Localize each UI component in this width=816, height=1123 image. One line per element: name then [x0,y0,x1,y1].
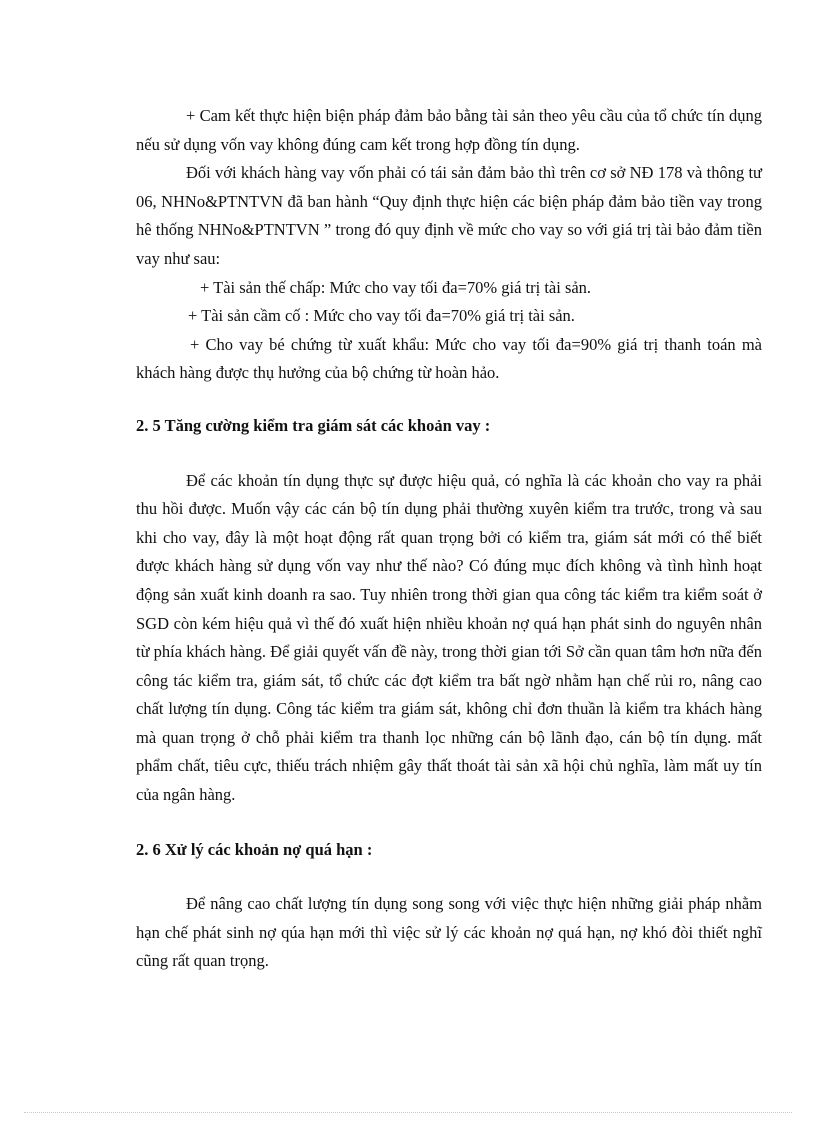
bullet-export-documents: + Cho vay bé chứng từ xuất khẩu: Mức cho vay tối đa=90% giá trị thanh toán mà khách hàng được thụ hưởng của bộ chứng từ hoàn hảo. [136,334,762,383]
document-body [136,102,762,976]
heading-2-5: 2. 5 Tăng cường kiểm tra giám sát các khoản vay : [136,415,491,435]
page-bottom-divider [24,1112,792,1113]
paragraph-commitment: + Cam kết thực hiện biện pháp đảm bảo bằng tài sản theo yêu cầu của tổ chức tín dụng nếu sử dụng vốn vay không đúng cam kết trong hợp đồng tín dụng. [136,106,762,154]
bullet-pledge: + Tài sản cầm cố : Mức cho vay tối đa=70% giá trị tài sản. [188,306,575,326]
paragraph-collateral-regulation: Đối với khách hàng vay vốn phải có tái sản đảm bảo thì trên cơ sở NĐ 178 và thông tư 06, NHNo&PTNTVN đã ban hành “Quy định thực hiện các biện pháp đảm bảo tiền vay trong hê thống NHNo&PTNTVN ” trong đó quy định về mức cho vay so với giá trị tài bảo đảm tiền vay như sau: [136,163,762,268]
paragraph-overdue-handling: Để nâng cao chất lượng tín dụng song song với việc thực hiện những giải pháp nhằm hạn chế phát sinh nợ qúa hạn mới thì việc sử lý các khoản nợ quá hạn, nợ khó đòi thiết nghĩ cũng rất quan trọng. [136,894,762,971]
bullet-mortgage: + Tài sản thế chấp: Mức cho vay tối đa=70% giá trị tài sản. [200,277,592,297]
heading-2-6: 2. 6 Xử lý các khoản nợ quá hạn : [136,839,373,859]
paragraph-loan-monitoring: Để các khoản tín dụng thực sự được hiệu quả, có nghĩa là các khoản cho vay ra phải thu hồi được. Muốn vậy các cán bộ tín dụng phải thường xuyên kiểm tra trước, trong và sau khi cho vay, đây là một hoạt động rất quan trọng bởi có kiểm tra, giám sát mới có thể biết được khách hàng sử dụng vốn vay như thế nào? Có đúng mục đích không và tình hình hoạt động sản xuất kinh doanh ra sao. Tuy nhiên trong thời gian qua công tác kiểm tra kiểm soát ở SGD còn kém hiệu quả vì thế đó xuất hiện nhiều khoản nợ quá hạn phát sinh do nguyên nhân từ phía khách hàng. Để giải quyết vấn đề này, trong thời gian tới Sở cần quan tâm hơn nữa đến công tác kiểm tra, giám sát, tổ chức các đợt kiểm tra bất ngờ nhằm hạn chế rủi ro, nâng cao chất lượng tín dụng. Công tác kiểm tra giám sát, không chỉ đơn thuần là kiểm tra khách hàng mà quan trọng ở chỗ phải kiểm tra thanh lọc những cán bộ lãnh đạo, cán bộ tín dụng. mất phẩm chất, tiêu cực, thiếu trách nhiệm gây thất thoát tài sản xã hội chủ nghĩa, làm mất uy tín của ngân hàng. [136,470,762,805]
